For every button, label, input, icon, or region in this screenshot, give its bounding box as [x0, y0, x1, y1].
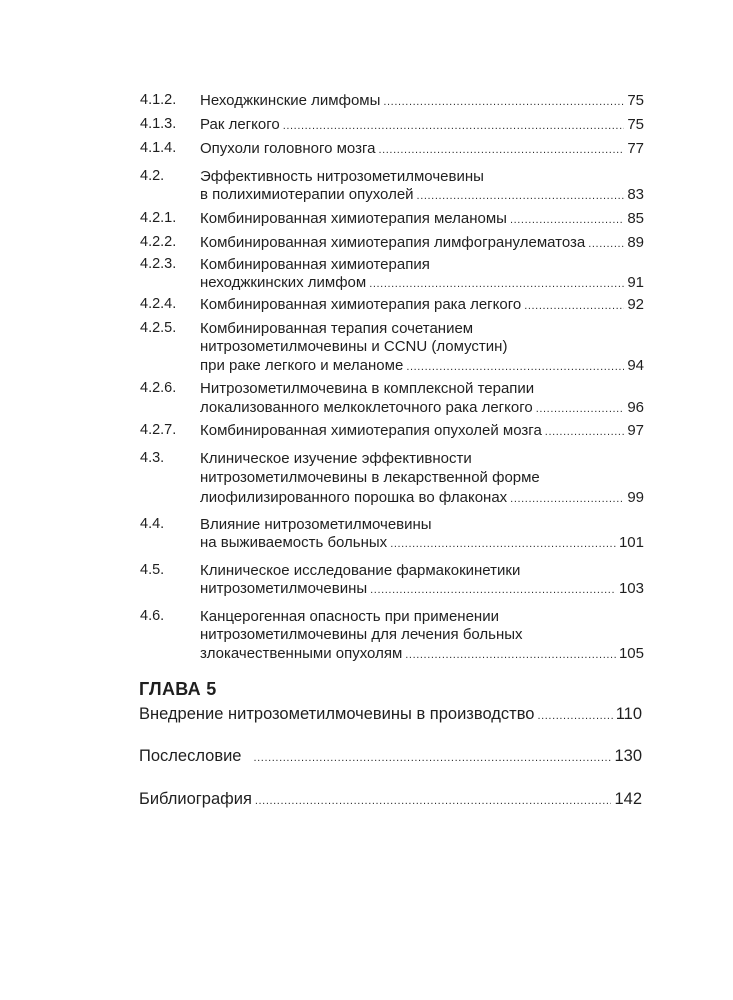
entry-page: 101 [618, 534, 644, 551]
toc-entry-4-1-2 [140, 90, 644, 113]
toc-entry-4-4-cont [200, 532, 644, 555]
toc-entry-4-3-cont2 [200, 487, 644, 510]
toc-entry-4-2-4 [140, 294, 644, 317]
entry-page: 97 [627, 422, 644, 439]
entry-title: Комбинированная химиотерапия [200, 256, 430, 273]
entry-page: 83 [627, 186, 644, 203]
dot-leader [254, 747, 612, 770]
entry-page: 142 [614, 790, 642, 808]
entry-page: 99 [627, 489, 644, 506]
entry-number: 4.2.4. [140, 296, 177, 312]
entry-title: Влияние нитрозометилмочевины [200, 516, 432, 533]
dot-leader [545, 422, 625, 443]
entry-title: Комбинированная химиотерапия опухолей мозга [200, 422, 542, 439]
entry-title: Эффективность нитрозометилмочевины [200, 168, 484, 185]
entry-page: 77 [627, 140, 644, 157]
entry-page: 92 [627, 296, 644, 313]
entry-number: 4.2.3. [140, 256, 177, 272]
entry-number: 4.3. [140, 450, 165, 466]
dot-leader [417, 186, 625, 207]
entry-title: Опухоли головного мозга [200, 140, 376, 157]
entry-number: 4.2.7. [140, 422, 177, 438]
entry-title: Рак легкого [200, 116, 280, 133]
dot-leader [405, 645, 616, 666]
entry-title: при раке легкого и меланоме [200, 357, 404, 374]
entry-page: 91 [627, 274, 644, 291]
entry-title: Внедрение нитрозометилмочевины в производство [139, 705, 535, 723]
entry-title: локализованного мелкоклеточного рака легкого [200, 399, 533, 416]
entry-title: Комбинированная химиотерапия лимфогранулематоза [200, 234, 586, 251]
dot-leader [524, 296, 624, 317]
dot-leader [255, 790, 612, 813]
entry-page: 96 [627, 399, 644, 416]
dot-leader [537, 705, 612, 728]
dot-leader [383, 92, 624, 113]
entry-title: Комбинированная терапия сочетанием [200, 320, 474, 337]
dot-leader [370, 580, 616, 601]
entry-number: 4.4. [140, 516, 165, 532]
chapter-heading: ГЛАВА 5 [139, 679, 217, 699]
entry-number: 4.6. [140, 608, 165, 624]
toc-entry-4-6-cont2 [200, 643, 644, 666]
entry-page: 130 [614, 747, 642, 765]
entry-number: 4.1.3. [140, 116, 177, 132]
entry-number: 4.2.6. [140, 380, 177, 396]
dot-leader [390, 534, 616, 555]
entry-title: Послесловие [139, 747, 242, 765]
dot-leader [283, 116, 625, 137]
toc-entry-4-1-3 [140, 114, 644, 137]
entry-title: нитрозометилмочевины [200, 580, 368, 597]
entry-number: 4.1.2. [140, 92, 177, 108]
toc-entry-4-2-3-cont [200, 272, 644, 295]
dot-leader [378, 140, 624, 161]
toc-entry-4-2-2 [140, 232, 644, 255]
toc-entry-bibliography [139, 788, 642, 813]
toc-entry-4-6-cont1 [200, 624, 644, 645]
entry-number: 4.2. [140, 168, 165, 184]
entry-title: Библиография [139, 790, 252, 808]
toc-entry-4-2-1 [140, 208, 644, 231]
entry-title: Клиническое исследование фармакокинетики [200, 562, 521, 579]
entry-page: 105 [618, 645, 644, 662]
entry-page: 75 [627, 92, 644, 109]
entry-page: 110 [615, 705, 642, 723]
toc-entry-afterword [139, 745, 642, 770]
entry-title: злокачественными опухолям [200, 645, 403, 662]
entry-title: Канцерогенная опасность при применении [200, 608, 499, 625]
entry-page: 85 [627, 210, 644, 227]
entry-number: 4.2.2. [140, 234, 177, 250]
entry-page: 94 [627, 357, 644, 374]
entry-number: 4.2.1. [140, 210, 177, 226]
entry-page: 89 [627, 234, 644, 251]
entry-title: Нитрозометилмочевина в комплексной терапии [200, 380, 535, 397]
toc-entry-4-2-5-cont1 [200, 336, 644, 357]
entry-number: 4.1.4. [140, 140, 177, 156]
entry-number: 4.5. [140, 562, 165, 578]
entry-page: 103 [618, 580, 644, 597]
entry-title: Комбинированная химиотерапия рака легкого [200, 296, 522, 313]
toc-entry-4-3 [140, 448, 644, 469]
toc-entry-4-2-6 [140, 378, 644, 399]
toc-entry-4-2-6-cont [200, 397, 644, 420]
entry-title: на выживаемость больных [200, 534, 388, 551]
entry-title: нитрозометилмочевины и CCNU (ломустин) [200, 338, 508, 355]
toc-entry-4-3-cont1 [200, 467, 644, 488]
dot-leader [510, 489, 624, 510]
toc-entry-4-2-7 [140, 420, 644, 443]
entry-page: 75 [627, 116, 644, 133]
dot-leader [588, 234, 624, 255]
dot-leader [536, 399, 625, 420]
toc-entry-4-5-cont [200, 578, 644, 601]
toc-entry-chapter5 [139, 703, 642, 728]
entry-title: Клиническое изучение эффективности [200, 450, 472, 467]
entry-title: нитрозометилмочевины для лечения больных [200, 626, 523, 643]
dot-leader [369, 274, 624, 295]
entry-title: в полихимиотерапии опухолей [200, 186, 414, 203]
entry-title: лиофилизированного порошка во флаконах [200, 489, 508, 506]
toc-entry-4-2-cont [200, 184, 644, 207]
toc-entry-4-2-5-cont2 [200, 355, 644, 378]
entry-title: Неходжкинские лимфомы [200, 92, 381, 109]
dot-leader [406, 357, 624, 378]
toc-entry-4-1-4 [140, 138, 644, 161]
entry-number: 4.2.5. [140, 320, 177, 336]
entry-title: Комбинированная химиотерапия меланомы [200, 210, 507, 227]
entry-title: нитрозометилмочевины в лекарственной форме [200, 469, 540, 486]
entry-title: неходжкинских лимфом [200, 274, 367, 291]
dot-leader [510, 210, 624, 231]
